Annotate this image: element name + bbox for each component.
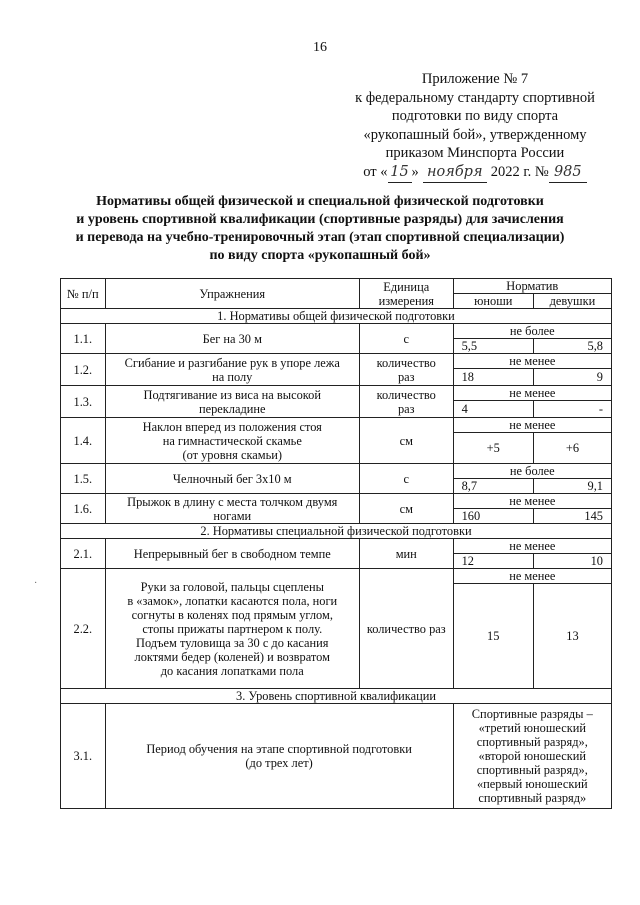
title-line: и перевода на учебно-тренировочный этап (этап спортивной специализации)	[75, 230, 565, 245]
cell-line: на гимнастической скамье	[162, 433, 302, 448]
row-exercise	[105, 539, 359, 569]
header-num: № п/п	[61, 279, 106, 309]
cell-line: с	[403, 471, 409, 486]
header-unit-line: измерения	[378, 293, 434, 308]
appendix-line: приказом Минспорта России	[385, 145, 565, 162]
girls-value: 10	[533, 554, 611, 569]
boys-value: 5,5	[453, 339, 533, 354]
cell-line: Челночный бег 3х10 м	[172, 471, 292, 486]
cell-line: (до трех лет)	[245, 756, 313, 770]
cell-line: Бег на 30 м	[202, 331, 262, 346]
title-line: Нормативы общей физической и специальной физической подготовки	[96, 194, 544, 209]
table-row	[61, 704, 612, 809]
header-unit-line: Единица	[383, 279, 430, 294]
cell-line: стопы прижаты партнером к полу.	[142, 621, 323, 636]
table-row	[61, 386, 612, 401]
page-number: 16	[313, 40, 327, 55]
cell-line: раз	[397, 369, 415, 384]
title-line: и уровень спортивной квалификации (спортивные разряды) для зачисления	[76, 212, 564, 227]
cell-line: см	[399, 501, 413, 516]
row-num: 1.5.	[61, 464, 106, 494]
row-exercise	[105, 418, 359, 464]
cell-line: спортивный разряд»	[478, 791, 587, 805]
order-date-line	[330, 163, 620, 183]
cell-line: с	[403, 331, 409, 346]
row-unit	[359, 569, 453, 689]
cell-line: см	[399, 433, 413, 448]
boys-value: 12	[453, 554, 533, 569]
row-condition: не более	[453, 464, 611, 479]
row-num: 2.1.	[61, 539, 106, 569]
appendix-block	[330, 70, 620, 183]
cell-line: Подтягивание из виса на высокой	[143, 387, 321, 402]
section-2-body	[61, 539, 612, 689]
cell-line: количество	[376, 355, 436, 370]
girls-value: 145	[533, 509, 611, 524]
section-row	[61, 524, 612, 539]
table-row	[61, 464, 612, 479]
cell-line: ногами	[213, 508, 252, 523]
header-girls: девушки	[533, 294, 611, 309]
scan-mark: ·	[34, 578, 38, 589]
section-row	[61, 689, 612, 704]
boys-value: 8,7	[453, 479, 533, 494]
row-condition: не менее	[453, 569, 611, 584]
row-unit	[359, 354, 453, 386]
girls-value: +6	[533, 433, 611, 464]
row-num: 1.1.	[61, 324, 106, 354]
girls-value: -	[533, 401, 611, 418]
girls-value: 9,1	[533, 479, 611, 494]
cell-line: Сгибание и разгибание рук в упоре лежа	[124, 355, 340, 370]
document-title	[40, 193, 600, 265]
section-title: 3. Уровень спортивной квалификации	[61, 689, 612, 704]
boys-value: 160	[453, 509, 533, 524]
row-exercise	[105, 494, 359, 524]
row-unit	[359, 464, 453, 494]
table-row	[61, 324, 612, 339]
row-condition: не менее	[453, 354, 611, 369]
cell-line: «третий юношеский	[478, 721, 587, 735]
row-condition: не более	[453, 324, 611, 339]
cell-line: спортивный разряд»,	[476, 735, 588, 749]
section-title: 1. Нормативы общей физической подготовки	[61, 309, 612, 324]
row-condition: не менее	[453, 418, 611, 433]
section-1-body	[61, 324, 612, 524]
section-title: 2. Нормативы специальной физической подготовки	[61, 524, 612, 539]
cell-line: «первый юношеский	[476, 777, 588, 791]
header-boys: юноши	[453, 294, 533, 309]
row-exercise	[105, 324, 359, 354]
date-mid: »	[411, 163, 419, 180]
appendix-line: подготовки по виду спорта	[391, 108, 559, 125]
appendix-line: к федеральному стандарту спортивной	[355, 89, 595, 106]
row-exercise	[105, 464, 359, 494]
row-unit	[359, 539, 453, 569]
handwritten-day: 15	[388, 163, 412, 183]
handwritten-month: ноября	[423, 163, 487, 183]
cell-line: Спортивные разряды –	[471, 707, 593, 721]
norms-table	[60, 278, 612, 809]
row-exercise	[105, 704, 453, 809]
row-value	[453, 704, 611, 809]
cell-line: Период обучения на этапе спортивной подготовки	[146, 742, 412, 756]
row-unit	[359, 324, 453, 354]
cell-line: Наклон вперед из положения стоя	[142, 419, 322, 434]
header-exercise: Упражнения	[105, 279, 359, 309]
boys-value: 4	[453, 401, 533, 418]
row-condition: не менее	[453, 494, 611, 509]
date-year: 2022 г. №	[490, 163, 549, 180]
cell-line: на полу	[212, 369, 253, 384]
row-exercise	[105, 569, 359, 689]
cell-line: Руки за головой, пальцы сцеплены	[140, 579, 324, 594]
cell-line: (от уровня скамьи)	[182, 447, 283, 462]
header-row	[61, 279, 612, 294]
row-exercise	[105, 386, 359, 418]
row-num: 2.2.	[61, 569, 106, 689]
header-norm: Норматив	[453, 279, 611, 294]
section-row	[61, 309, 612, 324]
table-row	[61, 569, 612, 584]
cell-line: локтями бедер (коленей) и возвратом	[134, 649, 330, 664]
girls-value: 5,8	[533, 339, 611, 354]
cell-line: в «замок», лопатки касаются пола, ноги	[127, 593, 338, 608]
cell-line: количество	[376, 387, 436, 402]
row-condition: не менее	[453, 386, 611, 401]
girls-value: 9	[533, 369, 611, 386]
header-unit	[359, 279, 453, 309]
row-num: 3.1.	[61, 704, 106, 809]
cell-line: спортивный разряд»,	[476, 763, 588, 777]
cell-line: количество раз	[366, 621, 446, 636]
cell-line: мин	[395, 546, 417, 561]
boys-value: 15	[453, 584, 533, 689]
appendix-line: Приложение № 7	[421, 71, 529, 87]
row-unit	[359, 386, 453, 418]
row-num: 1.3.	[61, 386, 106, 418]
row-num: 1.4.	[61, 418, 106, 464]
appendix-line: «рукопашный бой», утвержденному	[363, 126, 587, 143]
cell-line: до касания лопатками пола	[160, 663, 304, 678]
cell-line: раз	[397, 401, 415, 416]
table-row	[61, 494, 612, 509]
cell-line: «второй юношеский	[478, 749, 587, 763]
handwritten-number: 985	[549, 163, 587, 183]
row-exercise	[105, 354, 359, 386]
cell-line: Подъем туловища за 30 с до касания	[136, 635, 329, 650]
row-num: 1.6.	[61, 494, 106, 524]
row-unit	[359, 418, 453, 464]
row-num: 1.2.	[61, 354, 106, 386]
row-condition: не менее	[453, 539, 611, 554]
table-row	[61, 354, 612, 369]
cell-line: Прыжок в длину с места толчком двумя	[127, 494, 338, 509]
cell-line: согнуты в коленях под прямым углом,	[131, 607, 333, 622]
table-row	[61, 418, 612, 433]
date-prefix: от «	[363, 163, 388, 180]
row-unit	[359, 494, 453, 524]
title-line: по виду спорта «рукопашный бой»	[209, 248, 431, 263]
cell-line: перекладине	[198, 401, 266, 416]
table-row	[61, 539, 612, 554]
boys-value: 18	[453, 369, 533, 386]
boys-value: +5	[453, 433, 533, 464]
girls-value: 13	[533, 584, 611, 689]
cell-line: Непрерывный бег в свободном темпе	[133, 546, 331, 561]
